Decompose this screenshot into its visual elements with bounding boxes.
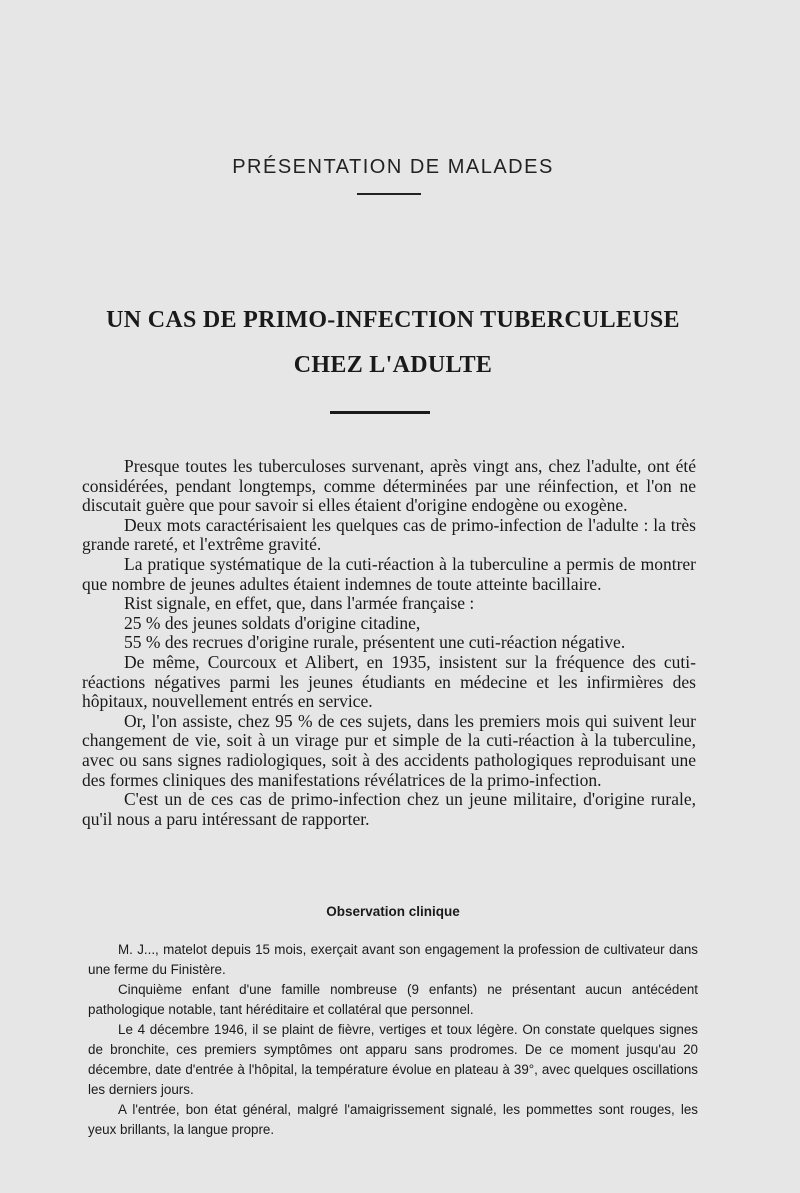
body-paragraph: Or, l'on assiste, chez 95 % de ces sujets, dans les premiers mois qui suivent leur changement de vie, soit à un virage pur et simple de la cuti-réaction à la tuberculine, avec ou sans signes radiologiques, soit à des accidents pathologiques reproduisant une des formes cliniques des manifestations révélatrices de la primo-infection. — [82, 710, 696, 790]
body-paragraph: De même, Courcoux et Alibert, en 1935, insistent sur la fréquence des cuti-réactions négatives parmi les jeunes étudiants en médecine et les infirmières des hôpitaux, nouvellement entrés en service. — [82, 651, 696, 712]
section-header: PRÉSENTATION DE MALADES — [232, 156, 554, 178]
observation-paragraph: M. J..., matelot depuis 15 mois, exerçait avant son engagement la profession de cultivateur dans une ferme du Finistère. — [88, 942, 698, 977]
observation-heading: Observation clinique — [326, 904, 460, 919]
observation-paragraph: A l'entrée, bon état général, malgré l'amaigrissement signalé, les pommettes sont rouges, les yeux brillants, la langue propre. — [88, 1102, 698, 1137]
article-body — [82, 457, 696, 829]
observation-paragraph: Cinquième enfant d'une famille nombreuse (9 enfants) ne présentant aucun antécédent pathologique notable, tant héréditaire et collatéral que personnel. — [88, 982, 698, 1017]
body-paragraph: Rist signale, en effet, que, dans l'armée française : — [124, 593, 475, 614]
observation-section — [88, 940, 698, 1140]
observation-paragraph: Le 4 décembre 1946, il se plaint de fièvre, vertiges et toux légère. On constate quelques signes de bronchite, ces premiers symptômes ont apparu sans prodromes. De ce moment jusqu'au 20 décembre, date d'entrée à l'hôpital, la température évolue en plateau à 39°, avec quelques oscillations les derniers jours. — [88, 1022, 698, 1097]
body-paragraph: C'est un de ces cas de primo-infection chez un jeune militaire, d'origine rurale, qu'il nous a paru intéressant de rapporter. — [82, 789, 696, 829]
header-divider — [357, 193, 421, 195]
statistic-line: 55 % des recrues d'origine rurale, présentent une cuti-réaction négative. — [124, 632, 626, 653]
statistic-line: 25 % des jeunes soldats d'origine citadine, — [124, 612, 421, 633]
body-paragraph: La pratique systématique de la cuti-réaction à la tuberculine a permis de montrer que nombre de jeunes adultes étaient indemnes de toute atteinte bacillaire. — [82, 553, 696, 594]
title-divider — [330, 411, 430, 414]
article-title-line-1: UN CAS DE PRIMO-INFECTION TUBERCULEUSE — [106, 307, 680, 333]
body-paragraph: Deux mots caractérisaient les quelques cas de primo-infection de l'adulte : la très grande rareté, et l'extrême gravité. — [82, 514, 696, 555]
article-title-line-2: CHEZ L'ADULTE — [293, 352, 493, 378]
body-paragraph: Presque toutes les tuberculoses survenant, après vingt ans, chez l'adulte, ont été considérées, pendant longtemps, comme déterminées par une réinfection, et l'on ne discutait guère que pour savoir si elles étaient d'origine endogène ou exogène. — [82, 456, 696, 516]
